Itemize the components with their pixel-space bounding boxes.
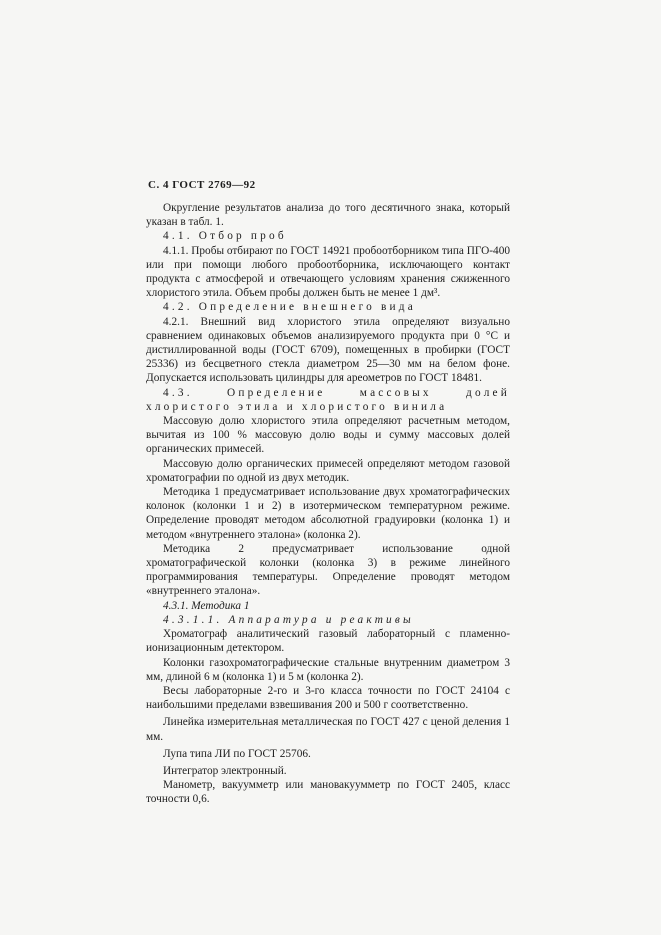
document-body — [146, 201, 510, 807]
paragraph: 4.1. Отбор проб — [163, 230, 287, 243]
paragraph: 4.2. Определение внешнего вида — [163, 301, 416, 314]
paragraph: Массовую долю хлористого этила определяют расчетным методом, вычитая из 100 % массовую долю воды и сумму массовых долей органических примесей. — [146, 415, 510, 456]
paragraph: Методика 2 предусматривает использование одной хроматографической колонки (колонка 3) в режиме линейного программирования температуры. Определение проводят методом «внутреннего эталона». — [146, 542, 510, 598]
paragraph: Весы лабораторные 2-го и 3-го класса точности по ГОСТ 24104 с наибольшими пределами взвешивания 200 и 500 г соответственно. — [146, 684, 510, 712]
paragraph: 4.3.1. Методика 1 — [163, 599, 250, 612]
paragraph: Колонки газохроматографические стальные внутренним диаметром 3 мм, длиной 6 м (колонка 1) и 5 м (колонка 2). — [146, 656, 510, 683]
paragraph: Лупа типа ЛИ по ГОСТ 25706. — [163, 747, 311, 760]
paragraph: Округление результатов анализа до того десятичного знака, который указан в табл. 1. — [146, 202, 510, 229]
paragraph: Интегратор электронный. — [163, 764, 287, 777]
paragraph: 4.3.1.1. Аппаратура и реактивы — [163, 613, 414, 626]
page-header: С. 4 ГОСТ 2769—92 — [148, 179, 256, 191]
paragraph: Линейка измерительная металлическая по ГОСТ 427 с ценой деления 1 мм. — [146, 716, 510, 743]
paragraph: Манометр, вакуумметр или мановакуумметр по ГОСТ 2405, класс точности 0,6. — [146, 779, 510, 806]
paragraph: Массовую долю органических примесей определяют методом газовой хроматографии по одной из двух методик. — [146, 457, 510, 484]
paragraph: Методика 1 предусматривает использование двух хроматографических колонок (колонки 1 и 2) в изотермическом температурном режиме. Определение проводят методом абсолютной градуировки (колонка 1) и методом «внутреннего эталона» (колонка 2). — [146, 486, 510, 541]
paragraph: 4.2.1. Внешний вид хлористого этила определяют визуально сравнением одинаковых объемов анализируемого продукта при 0 °С и дистиллированной воды (ГОСТ 6709), помещенных в пробирки (ГОСТ 25336) из бесцветного стекла диаметром 25—30 мм на белом фоне. Допускается использовать цилиндры для ареометров по ГОСТ 18481. — [146, 315, 510, 385]
paragraph: Хроматограф аналитический газовый лабораторный с пламенно-ионизационным детектором. — [146, 628, 510, 655]
paragraph: 4.3. Определение массовых долей хлористого этила и хлористого винила — [146, 386, 510, 413]
paragraph: 4.1.1. Пробы отбирают по ГОСТ 14921 пробоотборником типа ПГО-400 или при помощи любого пробоотборника, исключающего контакт продукта с атмосферой и отвечающего условиям хранения сжиженного хлористого этила. Объем пробы должен быть не менее 1 дм³. — [146, 244, 510, 300]
